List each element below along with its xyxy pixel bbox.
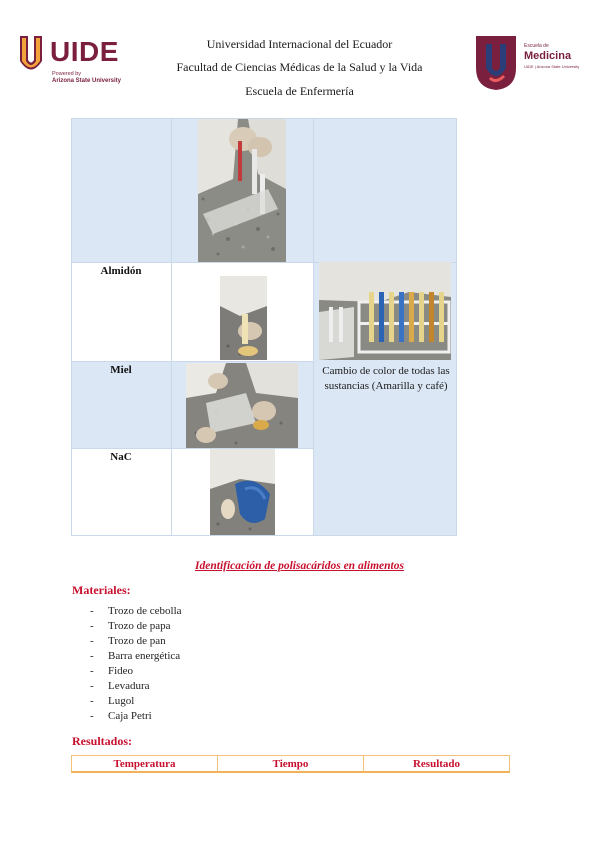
faculty-name: Facultad de Ciencias Médicas de la Salud y la Vida (176, 60, 423, 74)
medicina-shield-icon (472, 34, 520, 92)
results-table (71, 755, 510, 773)
uide-logo-subtitle: Powered by Arizona State University (52, 71, 122, 84)
uide-logo-text: UIDE (50, 36, 119, 67)
lab-photo-nac (210, 449, 275, 535)
results-heading: Resultados: (72, 734, 133, 748)
list-item: - Caja Petri (90, 710, 152, 722)
lab-photo-almidon (220, 276, 267, 360)
list-item: - Trozo de cebolla (90, 605, 182, 617)
list-item: - Fideo (90, 665, 134, 677)
lab-photo-test-tube-rack (319, 262, 451, 360)
list-item: - Levadura (90, 680, 150, 692)
column-header-resultado: Resultado (364, 756, 510, 773)
column-header-tiempo: Tiempo (218, 756, 364, 773)
table-cell (313, 118, 457, 263)
table-cell (71, 118, 172, 263)
section-title: Identificación de polisacáridos en alimentos (195, 560, 404, 572)
list-item: - Trozo de papa (90, 620, 171, 632)
list-item: - Lugol (90, 695, 135, 707)
medicina-logo-pre: Escuela de (524, 43, 549, 49)
materials-list (90, 604, 182, 724)
column-header-temperatura: Temperatura (72, 756, 218, 773)
row-label-miel: Miel (110, 364, 132, 376)
medicina-logo (472, 34, 584, 94)
row-label-nac: NaC (110, 451, 132, 463)
medicina-logo-post: UIDE | Arizona State University (524, 64, 580, 69)
result-description: Cambio de color de todas las sustancias (Amarilla y café) (322, 365, 450, 392)
materials-heading: Materiales: (72, 583, 131, 597)
lab-photo-pipette (198, 119, 286, 262)
school-name: Escuela de Enfermería (245, 84, 354, 98)
row-label-almidon: Almidón (100, 265, 142, 277)
medicina-logo-text: Medicina (524, 50, 572, 62)
lab-photo-miel (186, 363, 298, 448)
list-item: - Barra energética (90, 650, 181, 662)
list-item: - Trozo de pan (90, 635, 166, 647)
university-name: Universidad Internacional del Ecuador (206, 37, 393, 51)
table-cell (71, 262, 172, 362)
